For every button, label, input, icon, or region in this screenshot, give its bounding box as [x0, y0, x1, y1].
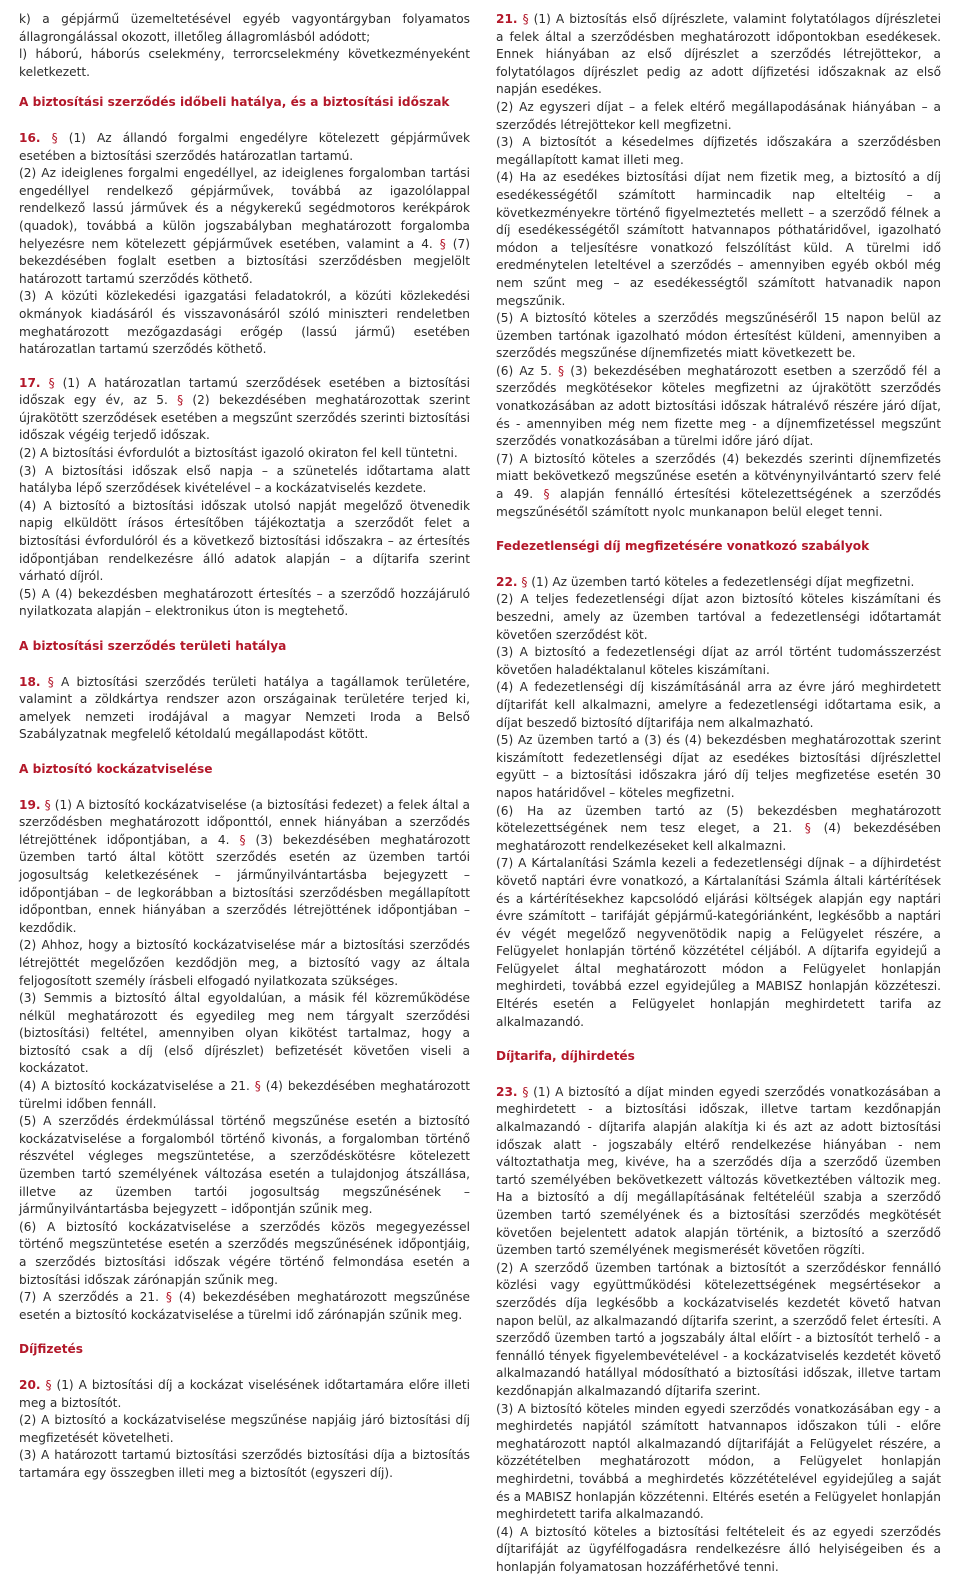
section-sign: §	[543, 487, 550, 502]
left-column	[19, 11, 470, 1483]
paragraph: (7) A biztosító köteles a szerződés (4) bekezdés szerinti díjnemfizetés miatt bekövetkező megszűnése esetén a kötvénynyilvántartó szerv felé a 49. § alapján fennálló értesítési kötelezettségének a szerződés megszűnésétől számított nyolc munkanapon belül eleget tenni.	[496, 451, 941, 519]
section-number: 20.	[19, 1377, 41, 1392]
section-number: 21.	[496, 12, 518, 26]
section-sign: §	[44, 797, 51, 812]
paragraph: (4) A fedezetlenségi díj kiszámításánál arra az évre járó meghirdetett díjtarifát kell alkalmazni, amelyre a fedezetlenségi időtartama esik, a díjat beszedő biztosító díjtarifája nem alkalmazható.	[496, 680, 941, 730]
section-sign: §	[804, 821, 811, 836]
section-number: 16.	[19, 130, 41, 145]
section-sign: §	[522, 12, 529, 26]
paragraph: l) háború, háborús cselekmény, terrorcselekmény következményeként keletkezett.	[19, 47, 470, 79]
paragraph: (3) A határozott tartamú biztosítási szerződés biztosítási díja a biztosítás tartamára egy összegben illeti meg a biztosítót (egyszeri díj).	[19, 1448, 470, 1480]
section-sign: §	[51, 130, 58, 145]
paragraph: (2) Ahhoz, hogy a biztosító kockázatviselése már a biztosítási szerződés létrejöttét megelőzően kezdődjön meg, a biztosító vagy az általa feljogosított személy írásbeli elfogadó nyilatkozata szükséges.	[19, 938, 470, 988]
section-heading: A biztosító kockázatviselése	[19, 761, 213, 776]
paragraph: 17. § (1) A határozatlan tartamú szerződések esetében a biztosítási időszak egy év, az 5. § (2) bekezdésében meghatározottak szerint újrakötött szerződések esetében a megszűnt szerződés szerinti biztosítási időszak végéig terjedő időszak.	[19, 375, 471, 443]
section-number: 19.	[19, 797, 41, 812]
section-number: 17.	[19, 375, 41, 390]
section-sign: §	[45, 1377, 52, 1392]
section-sign: §	[439, 236, 446, 251]
section-sign: §	[165, 1290, 172, 1305]
paragraph: 22. § (1) Az üzemben tartó köteles a fedezetlenségi díjat megfizetni.	[496, 574, 915, 589]
section-sign: §	[239, 832, 246, 847]
section-number: 23.	[496, 1084, 518, 1099]
paragraph: (3) A közúti közlekedési igazgatási feladatokról, a közúti közlekedési okmányok kiadásáról és visszavonásáról szóló miniszteri rendeletben meghatározott mezőgazdasági erőgép (lassú jármű) esetében határozatlan tartamú szerződés köthető.	[19, 289, 470, 357]
paragraph: (3) A biztosító köteles minden egyedi szerződés vonatkozásában egy - a meghirdetés napjától számított hatvannapos időszakon túli - előre meghatározott naptól alkalmazandó díjtarifáját a Felügyelet részére, a közzétételben meghatározott módon, a Felügyelet honlapján meghirdetni, továbbá a meghirdetés közzétételével egyidejűleg a saját és a MABISZ honlapján közzétenni. Eltérés esetén a Felügyelet honlapján meghirdetett tarifa alkalmazandó.	[496, 1401, 941, 1522]
paragraph: k) a gépjármű üzemeltetésével egyéb vagyontárgyban folyamatos állagrongálással okozott, illetőleg állagromlásból adódott;	[19, 12, 470, 44]
section-sign: §	[177, 393, 184, 408]
paragraph: (3) A biztosító a fedezetlenségi díjat az arról történt tudomásszerzést követően haladéktalanul köteles kiszámítani.	[496, 645, 941, 677]
paragraph: 21. § (1) A biztosítás első díjrészlete, valamint folytatólagos díjrészletei a felek által a szerződésben meghatározott időpontokban esedékesek. Ennek hiányában az első díjrészlet a szerződés létrejöttekor, a folytatólagos díjrészlet pedig az adott díjfizetési időszaknak az első napján esedékes.	[496, 12, 941, 97]
paragraph: (3) A biztosítót a késedelmes díjfizetés időszakára a szerződésben megállapított kamat illeti meg.	[496, 135, 941, 167]
paragraph: (6) Az 5. § (3) bekezdésében meghatározott esetben a szerződő fél a szerződés megkötésekor köteles megfizetni az újrakötött szerződés vonatkozásában az adott biztosítási időszak hátralévő részére járó díjat, és - amennyiben még nem fizette meg - a díjnemfizetéssel megszűnt szerződés vonatkozásában a türelmi időre járó díjat.	[496, 363, 941, 449]
paragraph: (2) A biztosító a kockázatviselése megszűnése napjáig járó biztosítási díj megfizetését követelheti.	[19, 1413, 470, 1445]
paragraph: (4) A biztosító kockázatviselése a 21. § (4) bekezdésében meghatározott türelmi időben fennáll.	[19, 1079, 470, 1111]
paragraph: 18. § A biztosítási szerződés területi hatálya a tagállamok területére, valamint a zöldkártya rendszer azon országainak területére terjed ki, amelyek nemzeti irodájával a magyar Nemzeti Iroda a Belső Szabályzatnak megfelelő kétoldalú megállapodást kötött.	[19, 674, 470, 742]
section-heading: Díjtarifa, díjhirdetés	[496, 1049, 635, 1064]
paragraph: (4) A biztosító a biztosítási időszak utolsó napját megelőző ötvenedik napig elküldött írásos értesítőben tájékoztatja a szerződőt felet a biztosítási évfordulóról és a következő biztosítási időszakra – az értesítés időpontjában rendelkezésre álló adatok alapján – a díjtarifa szerint várható díjról.	[19, 498, 470, 584]
paragraph: (4) A biztosító köteles a biztosítási feltételeit és az egyedi szerződés díjtarifáját az ügyfélfogadásra rendelkezésre álló helyiségeiben és a honlapján folyamatosan hozzáférhetővé tenni.	[496, 1524, 941, 1574]
paragraph: (5) A biztosító köteles a szerződés megszűnéséről 15 napon belül az üzemben tartónak igazolható módon értesítést küldeni, amennyiben a szerződés megszűnése díjnemfizetés miatt következett be.	[496, 311, 941, 361]
section-number: 18.	[19, 674, 41, 689]
paragraph: 20. § (1) A biztosítási díj a kockázat viselésének időtartamára előre illeti meg a biztosítót.	[19, 1377, 471, 1410]
section-sign: §	[47, 674, 54, 689]
paragraph: (7) A szerződés a 21. § (4) bekezdésében meghatározott megszűnése esetén a biztosító kockázatviselése a türelmi idő zárónapján szűnik meg.	[19, 1290, 470, 1322]
paragraph: (3) Semmis a biztosító által egyoldalúan, a másik fél közreműködése nélkül meghatározott és egyedileg meg nem tárgyalt szerződési (biztosítási) feltétel, amennyiben olyan kikötést tartalmaz, hogy a biztosító csak a díj (első díjrészlet) befizetését követően viseli a kockázatot.	[19, 991, 470, 1076]
section-sign: §	[558, 363, 565, 378]
paragraph: (4) Ha az esedékes biztosítási díjat nem fizetik meg, a biztosító a díj esedékességétől számított harmincadik nap elteltéig – a következményekre történő figyelmeztetés mellett – a szerződő félnek a díj esedékességétől számított hatvannapos póthatáridővel, igazolható módon a teljesítésre vonatkozó felszólítást küld. A türelmi idő eredménytelen leteltével a szerződés – amennyiben egyéb okból még nem szűnt meg – az esedékességtől számított hatvanadik napon megszűnik.	[496, 170, 941, 308]
paragraph: (3) A biztosítási időszak első napja – a szünetelés időtartama alatt hatályba lépő szerződések kivételével – a kockázatviselés kezdete.	[19, 463, 470, 496]
section-heading: A biztosítási szerződés területi hatálya	[19, 639, 287, 653]
paragraph: (2) Az egyszeri díjat – a felek eltérő megállapodásának hiányában – a szerződés létrejöttekor kell megfizetni.	[496, 99, 941, 132]
paragraph: (2) A szerződő üzemben tartónak a biztosítót a szerződéskor fennálló közlési vagy együttműködési kötelezettségének megsértésekor a szerződés díja legkésőbb a kockázatviselés kezdetét követő hatvan napon belül, az alkalmazandó díjtarifa szerint, a szerződő felet értesíti. A szerződő üzemben tartó a jogszabály által előírt - a biztosítót terhelő - a fennálló tények figyelembevételével - a kockázatviselés kezdetét követő alkalmazandó hatállyal módosítható a biztosítási időszak, illetve tartam kezdőnapján alkalmazandó díjtarifa szerint.	[496, 1260, 941, 1398]
paragraph: 23. § (1) A biztosító a díjat minden egyedi szerződés vonatkozásában a meghirdetett - a biztosítási időszak, illetve tartam kezdőnapján alkalmazandó - díjtarifa alapján alakítja ki és azt az adott biztosítási időszak alatt - jogszabály eltérő rendelkezése hiányában - nem változtathatja meg, kivéve, ha a szerződés díja a szerződő üzemben tartó személyében bekövetkezett változás következtében változik meg. Ha a biztosító a díj megállapításának feltételéül szabja a szerződő üzemben tartó személyének és a biztosítási szerződés megkötését követően bejelentett adatok alapján történik, a biztosító a szerződő üzemben tartó személyének megismerését követően rögzíti.	[496, 1084, 941, 1258]
section-heading: A biztosítási szerződés időbeli hatálya, és a biztosítási időszak	[19, 95, 450, 110]
section-sign: §	[48, 375, 55, 390]
right-column	[496, 11, 941, 1576]
section-sign: §	[254, 1079, 261, 1094]
paragraph: (5) A (4) bekezdésben meghatározott értesítés – a szerződő hozzájáruló nyilatkozata alapján – elektronikus úton is megtehető.	[19, 586, 470, 619]
paragraph: 16. § (1) Az állandó forgalmi engedélyre kötelezett gépjárművek esetében a biztosítási szerződés határozatlan tartamú.	[19, 130, 470, 163]
section-sign: §	[522, 1084, 529, 1099]
paragraph: (6) Ha az üzemben tartó az (5) bekezdésben meghatározott kötelezettségének nem tesz eleget, a 21. § (4) bekezdésében meghatározott rendelkezéseket kell alkalmazni.	[496, 803, 941, 853]
section-heading: Fedezetlenségi díj megfizetésére vonatkozó szabályok	[496, 539, 870, 554]
paragraph: (7) A Kártalanítási Számla kezeli a fedezetlenségi díjnak – a díjhirdetést követő naptári évre vonatkozó, a Kártalanítási Számla általi kártérítések és a kártérítésekhez kapcsolódó eljárási költségek alapján egy naptári évre számított – tarifáját gépjármű-kategóriánként, legkésőbb a naptári év végét megelőző negyvenötödik napig a Felügyelet részére, a Felügyelet honlapján történő közzététel céljából. A díjtarifa egyidejű a Felügyelet által meghatározott módon a Felügyelet honlapján meghirdeti, továbbá ezzel egyidejűleg a MABISZ honlapján közzéteszi. Eltérés esetén a Felügyelet honlapján meghirdetett tarifa az alkalmazandó.	[496, 856, 941, 1029]
section-number: 22.	[496, 574, 518, 589]
paragraph: (2) A teljes fedezetlenségi díjat azon biztosító köteles kiszámítani és beszedni, amely az üzemben tartóval a fedezetlenségi időtartamát követően szerződést köt.	[496, 592, 941, 642]
section-heading: Díjfizetés	[19, 1342, 83, 1357]
paragraph: (5) Az üzemben tartó a (3) és (4) bekezdésben meghatározottak szerint kiszámított fedezetlenségi díjat az esedékes biztosítási díjrészlettel együtt – a biztosítási időszakra járó díj teljes megfizetése esetén 30 napos határidővel – köteles megfizetni.	[496, 733, 941, 800]
paragraph: (2) Az ideiglenes forgalmi engedéllyel, az ideiglenes forgalomban tartási engedéllyel rendelkező gépjárművek, továbbá az igazolólappal rendelkező lassú járművek és a négykerekű segédmotoros kerékpárok (quadok), továbbá a külön jogszabályban meghatározott forgalomba helyezésre nem kötelezett gépjárművek esetében, valamint a 4. § (7) bekezdésében foglalt esetben a biztosítási szerződésben megjelölt határozott tartamú szerződés köthető.	[19, 166, 470, 286]
section-sign: §	[521, 574, 528, 589]
paragraph: (2) A biztosítási évfordulót a biztosítást igazoló okiraton fel kell tüntetni.	[19, 446, 458, 461]
paragraph: 19. § (1) A biztosító kockázatviselése (a biztosítási fedezet) a felek által a szerződésben meghatározott időponttól, ennek hiányában a szerződés létrejöttének időpontjában, a 4. § (3) bekezdésében meghatározott üzemben tartó által kötött szerződés esetén az üzemben tartói jogosultság keletkezésének – járműnyilvántartásba bejegyzett – időpontjában – de legkorábban a biztosítási szerződésben megállapított időpontban, ennek hiányában a szerződés létrejöttének időpontjában – kezdődik.	[19, 797, 470, 935]
paragraph: (6) A biztosító kockázatviselése a szerződés közös megegyezéssel történő megszüntetése esetén a szerződés megszűnésének időpontjáig, a szerződés biztosítási időszak végére történő felmondása esetén a biztosítási időszak zárónapján szűnik meg.	[19, 1219, 470, 1287]
paragraph: (5) A szerződés érdekmúlással történő megszűnése esetén a biztosító kockázatviselése a forgalomból történő kivonás, a forgalomban történő részvétel végleges megszüntetése, a szerződéskötésre kötelezett üzemben tartó személyének változása esetén a tulajdonjog átszállása, illetve az üzemben tartói jogosultság megszűnésének – járműnyilvántartásba bejegyzett – időpontján szűnik meg.	[19, 1114, 470, 1217]
